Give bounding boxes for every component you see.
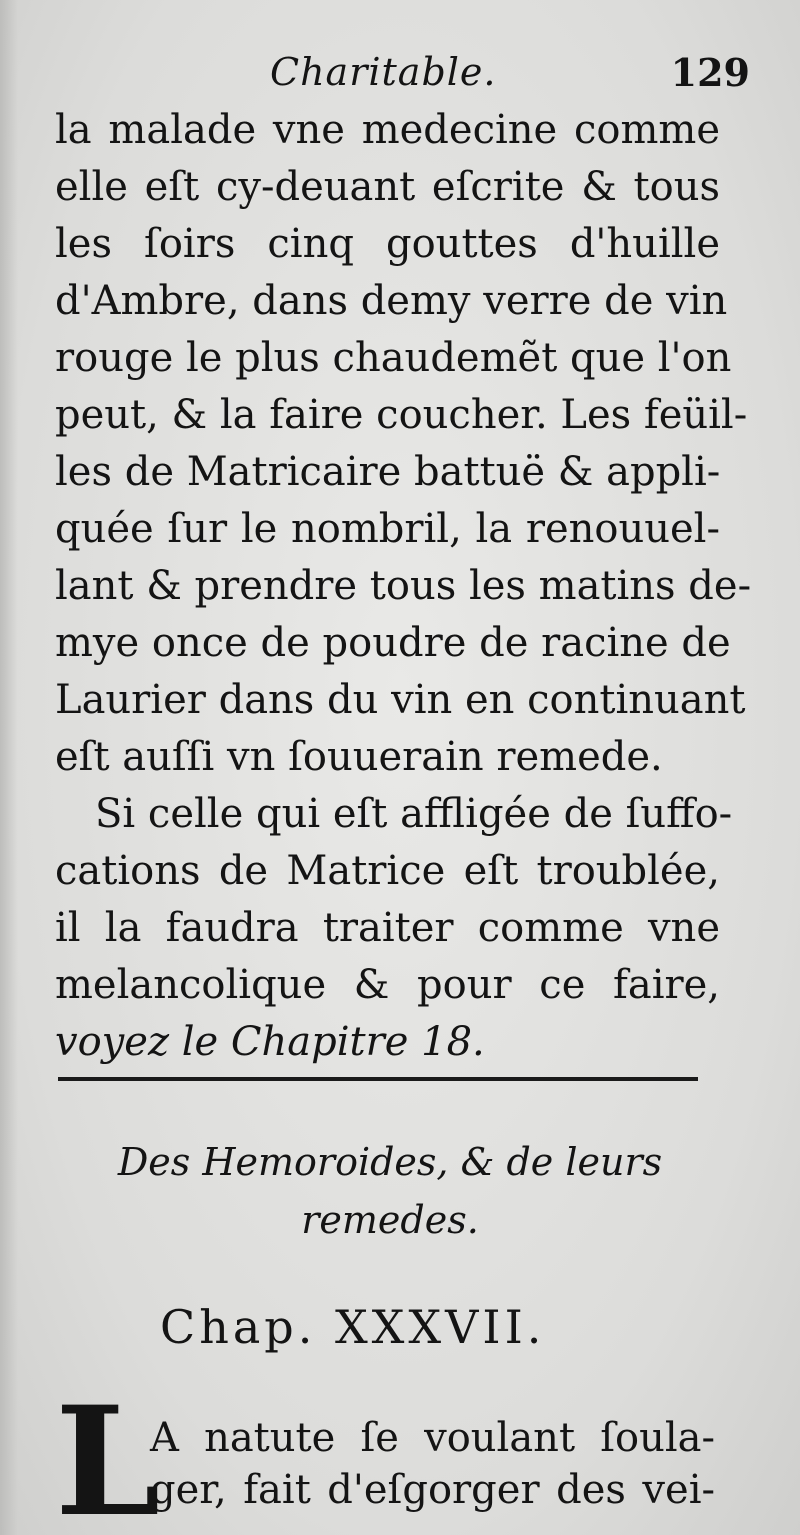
text-line: rouge le plus chaudemẽt que l'on [55,335,732,381]
text-line: eſt auſſi vn ſouuerain remede. [55,734,663,780]
text-line: il la faudra traiter comme vne [55,905,720,951]
text-line: peut, & la faire coucher. Les feüil- [55,392,748,438]
text-line: les de Matricaire battuë & appli- [55,449,721,495]
chapter-number: Chap. XXXVII. [160,1300,546,1354]
text-line: ger, fait d'eſgorger des vei- [150,1467,715,1513]
text-line: quée ſur le nombril, la renouuel- [55,506,720,552]
section-divider [58,1077,698,1081]
text-line: cations de Matrice eſt troublée, [55,848,720,894]
text-line: lant & prendre tous les matins de- [55,563,752,609]
text-line: Laurier dans du vin en continuant [55,677,746,723]
running-title: Charitable. [270,50,497,94]
chapter-reference: voyez le Chapitre 18. [55,1019,485,1065]
text-line: mye once de poudre de racine de [55,620,731,666]
running-head [40,50,760,100]
section-heading-continued: remedes. [301,1198,479,1242]
text-line: A natute ſe voulant ſoula- [150,1415,715,1461]
text-line: les ſoirs cinq gouttes d'huille [55,221,720,267]
section-heading: Des Hemoroides, & de leurs [117,1140,663,1184]
page-number: 129 [670,50,750,95]
page-gutter-shadow [0,0,18,1535]
text-line: Si celle qui eſt affligée de ſuffo- [95,791,733,837]
body-text [55,102,752,1071]
text-line: elle eſt cy-deuant eſcrite & tous [55,164,720,210]
drop-cap: L [55,1374,161,1535]
text-line: d'Ambre, dans demy verre de vin [55,278,728,324]
text-line: melancolique & pour ce faire, [55,962,720,1008]
text-line: la malade vne medecine comme [55,107,720,153]
